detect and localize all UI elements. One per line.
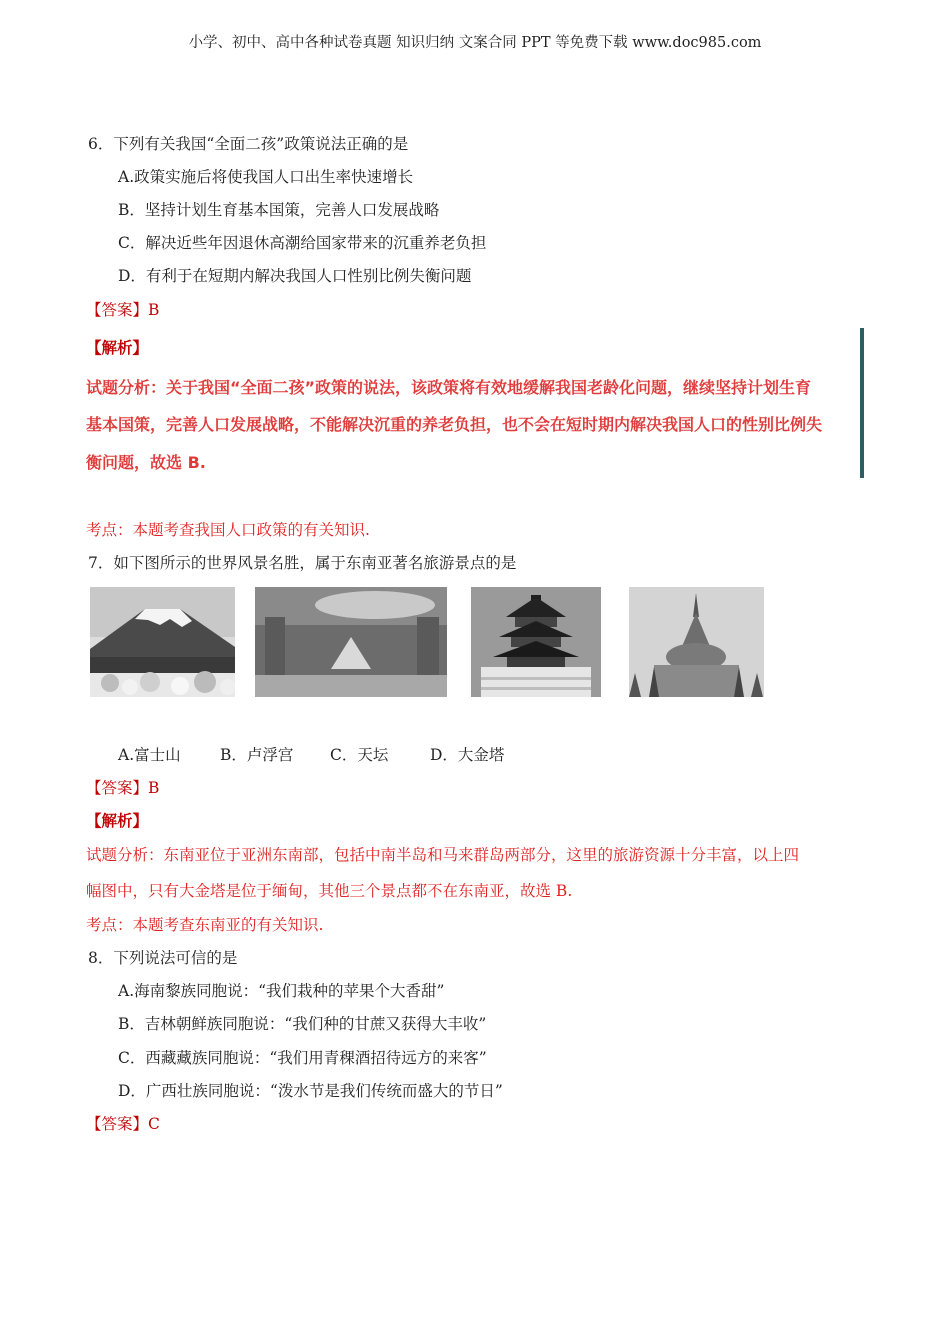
answer-label: 【答案】 xyxy=(86,1115,149,1133)
q6-option-c: C．解决近些年因退休高潮给国家带来的沉重养老负担 xyxy=(118,234,487,252)
answer-value: C xyxy=(148,1115,160,1133)
q8-answer xyxy=(86,1112,160,1134)
q8-option-d: D．广西壮族同胞说：“泼水节是我们传统而盛大的节日” xyxy=(118,1082,503,1100)
louvre-photo xyxy=(255,587,447,697)
q6-option-d: D．有利于在短期内解决我国人口性别比例失衡问题 xyxy=(118,267,472,285)
answer-label: 【答案】 xyxy=(86,301,149,319)
q7-choice-d: D．大金塔 xyxy=(430,746,505,764)
q7-analysis-line-2: 幅图中，只有大金塔是位于缅甸，其他三个景点都不在东南亚，故选 B. xyxy=(86,882,573,900)
q7-choices xyxy=(118,743,504,765)
q7-answer xyxy=(86,776,159,798)
q6-analysis-label: 【解析】 xyxy=(86,338,149,357)
q7-choice-a: A.富士山 xyxy=(118,746,181,764)
q6-analysis-line-1: 试题分析：关于我国“全面二孩”政策的说法，该政策将有效地缓解我国老龄化问题，继续坚持计划生育 xyxy=(86,378,812,397)
analysis-side-bar xyxy=(860,328,864,478)
answer-label: 【答案】 xyxy=(86,779,149,797)
q7-analysis-line-1: 试题分析：东南亚位于亚洲东南部，包括中南半岛和马来群岛两部分，这里的旅游资源十分丰富，以上四 xyxy=(86,846,800,864)
question-8-stem: 8．下列说法可信的是 xyxy=(88,949,238,967)
temple-of-heaven-photo xyxy=(471,587,601,697)
question-6-stem: 6．下列有关我国“全面二孩”政策说法正确的是 xyxy=(88,135,409,153)
mount-fuji-photo xyxy=(90,587,235,697)
q8-option-c: C．西藏藏族同胞说：“我们用青稞酒招待远方的来客” xyxy=(118,1049,487,1067)
answer-value: B xyxy=(148,779,160,797)
q8-option-a: A.海南黎族同胞说：“我们栽种的苹果个大香甜” xyxy=(118,982,445,1000)
q6-analysis-line-2: 基本国策，完善人口发展战略，不能解决沉重的养老负担，也不会在短时期内解决我国人口的性别比例失 xyxy=(86,415,823,434)
q7-choice-b: B．卢浮宫 xyxy=(220,746,294,764)
answer-value: B xyxy=(148,301,160,319)
question-7-stem: 7．如下图所示的世界风景名胜，属于东南亚著名旅游景点的是 xyxy=(88,554,517,572)
q6-option-b: B．坚持计划生育基本国策，完善人口发展战略 xyxy=(118,201,440,219)
page-header: 小学、初中、高中各种试卷真题 知识归纳 文案合同 PPT 等免费下载 www.doc985.com xyxy=(188,35,762,51)
q6-analysis-line-3: 衡问题，故选 B. xyxy=(86,453,206,472)
q7-kaodian: 考点：本题考查东南亚的有关知识. xyxy=(86,916,324,934)
q6-answer xyxy=(86,298,159,320)
q7-analysis-label: 【解析】 xyxy=(86,811,149,830)
q7-choice-c: C．天坛 xyxy=(330,746,389,764)
q6-kaodian: 考点：本题考查我国人口政策的有关知识. xyxy=(86,521,370,539)
q8-option-b: B．吉林朝鲜族同胞说：“我们种的甘蔗又获得大丰收” xyxy=(118,1015,487,1033)
shwedagon-pagoda-photo xyxy=(629,587,764,697)
q6-option-a: A.政策实施后将使我国人口出生率快速增长 xyxy=(118,168,414,186)
